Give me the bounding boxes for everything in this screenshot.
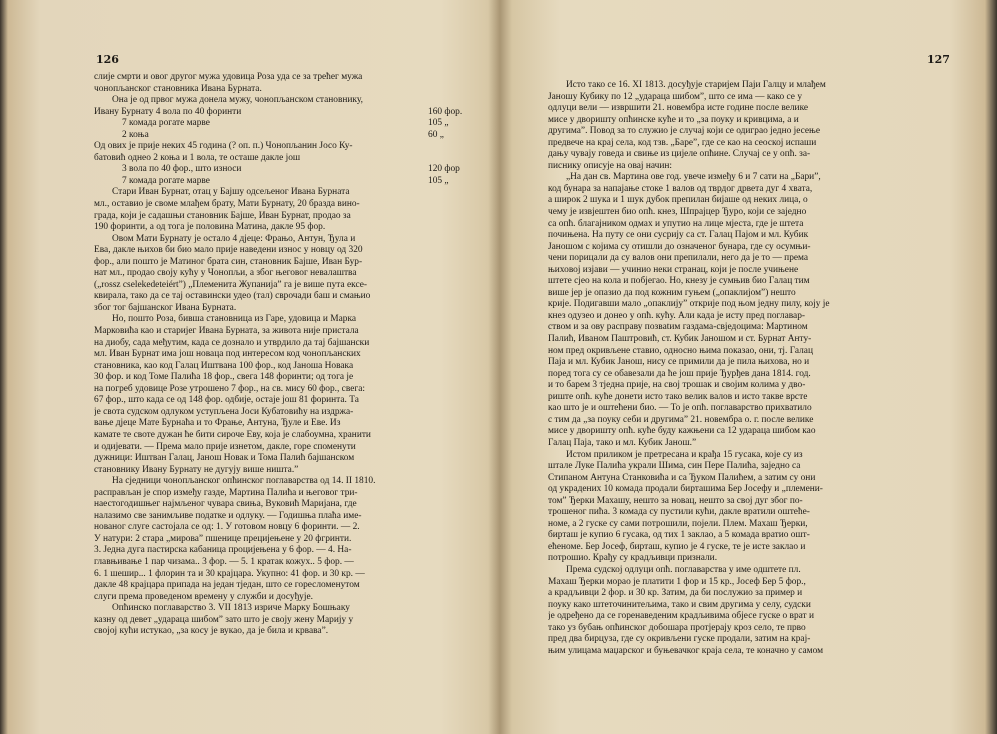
text-line: штете сјео на кола и побјегао. Но, кнезу је сумњив био Галац тим xyxy=(548,276,810,287)
text-line: због тог бајшанског Ивана Бурната. xyxy=(94,302,237,313)
text-line: Истом приликом је претресана и крађа 15 гусака, које су из xyxy=(566,449,803,460)
text-line: Јаношом с којима су отишли до означеног бунара, где су осумњи- xyxy=(548,241,811,252)
text-line: ећеноме. Бер Јосеф, бирташ, купио је 4 гуске, те је исте заклао и xyxy=(548,541,806,552)
text-line: 190 форинти, а од тога је половина Матина, дакле 95 фор. xyxy=(94,222,326,233)
text-line: Она је од првог мужа донела мужу, чонопљанском становнику, xyxy=(112,95,363,106)
text-line: 6. 1 шешир... 1 флорин та и 30 крајцара. Укупно: 41 фор. и 30 кр. — xyxy=(94,568,365,579)
text-line: номе, а 2 гуске су сами потрошили, појели. Плем. Махаш Ђерки, xyxy=(548,518,808,529)
ledger-amount: 120 фор xyxy=(428,164,460,175)
text-line: је свота судском одлуком уступљена Јоси Кубатовићу на издржа- xyxy=(94,406,354,417)
text-line: Од ових је прије некиx 45 година (? оп. п.) Чонопљанин Јосо Ку- xyxy=(94,141,353,152)
text-line: својој кући истукао, „за косу је вукао, да је била и крвава”. xyxy=(94,626,329,637)
text-line: кнез одузео и донео у опћ. кућу. Али када је исту пред поглавар- xyxy=(548,310,806,321)
text-line: слуги према проведеном времену у служби и досуђује. xyxy=(94,591,313,602)
text-line: становника, као код Галац Иштвана 100 фор., код Јаноша Новака xyxy=(94,360,354,371)
text-line: том” Ђерки Махашу, нешто за новац, нешто за свој дуг због по- xyxy=(548,495,803,506)
text-line: мл., оставио је своме млађем брату, Мати Бурнату, 20 бразда вино- xyxy=(94,199,360,210)
text-line: („rossz cselekedeteiért”) „Племенита Жупанија” га је више пута ексе- xyxy=(94,279,368,290)
text-line: као што је и оштећени био. — То је опћ. поглаварство прихватило xyxy=(548,403,812,414)
text-line: На сједници чонопљанског опћинског поглаварства од 14. II 1810. xyxy=(112,476,376,487)
text-line: потрошио. Крађу су крадљивци признали. xyxy=(548,553,718,564)
text-line: Галац Паја, тако и мл. Кубик Јанош.” xyxy=(548,437,697,448)
ledger-label: 7 комада рогате марве xyxy=(122,175,210,186)
text-line: У натури: 2 стара „мирова” пшенице прецијењене у 20 фгринти. xyxy=(94,533,352,544)
ledger-row xyxy=(94,164,470,176)
text-line: Махаш Ђерки морао је платити 1 фор и 15 кр., Јосеф Бер 5 фор., xyxy=(548,576,806,587)
text-line: Јаношу Кубику по 12 „ударацa шибом”, што се има — како се у xyxy=(548,91,803,102)
left-body xyxy=(94,187,470,637)
text-line: квирала, тако да се тај оставински удео (тал) сврочади баш и смањио xyxy=(94,291,371,302)
text-line: чени порицали да су валов они препилали, него да је то — према xyxy=(548,253,809,264)
text-line: и то барем 3 тједна прије, на свој трошак и својим колима у дво- xyxy=(548,380,806,391)
text-line: код бунара за напајање стоке 1 валов од тврдог дрвета дуг 4 хвата, xyxy=(548,183,813,194)
left-page-text xyxy=(94,72,470,638)
text-line: Ева, дакле њихов би био мало прије наведени износ у новцу од 320 xyxy=(94,245,363,256)
ledger-amount: 105 „ xyxy=(428,175,449,186)
text-line: дакле 48 крајцара припада на један тједан, што се горесломенутом xyxy=(94,580,360,591)
text-line: штале Луке Палића украли Шима, син Пере Палића, заједно са xyxy=(548,461,801,472)
page-number: 127 xyxy=(927,53,950,66)
text-line: Исто тако се 16. XI 1813. досуђује старијем Паји Галцу и млађем xyxy=(566,80,826,90)
text-line: Палић, Иваном Паштровић, ст. Кубик Јаношом и ст. Бурнат Анту- xyxy=(548,334,812,345)
text-line: батовић однео 2 коња и 1 вола, те осташе дакле још xyxy=(94,152,301,163)
text-line: дању чувају говеда и свиње из цијеле опћине. Случај се у опћ. за- xyxy=(548,149,811,160)
text-line: крије. Подигавши мало „опаклију” открије под њом једну пилу, коју је xyxy=(548,299,830,310)
ledger-amount: 105 „ xyxy=(428,118,449,129)
text-line: становнику Ивану Бурнату не дугују више ништа.” xyxy=(94,464,299,475)
text-line: Опћинско поглаварство 3. VII 1813 изриче Марку Бошњаку xyxy=(112,603,350,614)
text-line: с тим да „за поуку себи и другима” 21. новембра о. г. после велике xyxy=(548,414,814,425)
text-line: на диобу, сада међутим, када се дознало и утврдило да тај бајшански xyxy=(94,337,370,348)
text-line: фор., али пошто је Матиног брата син, становник Бајше, Иван Бур- xyxy=(94,256,363,267)
text-line: Но, пошто Роза, бивша становница из Гаре, удовица и Марка xyxy=(112,314,357,325)
text-line: нованог слуге састојала се од: 1. У готовом новцу 6 форинти. — 2. xyxy=(94,522,360,533)
ledger-label: Ивану Бурнату 4 вола по 40 форинти xyxy=(94,106,242,117)
text-line: тако уз бубањ опћинског добошара протјерају кроз село, те прво xyxy=(548,622,806,633)
ledger-row xyxy=(94,130,470,142)
text-line: више јер је опазио да под кожним гуњем („опаклијом”) нешто xyxy=(548,287,796,298)
text-line: ством и за ову расправу позвatим газдама-свједоцима: Мартином xyxy=(548,322,808,333)
page-number: 126 xyxy=(96,53,119,66)
text-line: почињена. На путу се они сусрију са ст. Галац Пајом и мл. Кубик xyxy=(548,230,809,241)
right-page xyxy=(499,0,997,734)
text-line: на погреб удовице Розе утрошено 7 фор., на св. мису 60 фор., свега: xyxy=(94,383,365,394)
text-line: ном пред окривљене ставио, односно њима показао, они, тј. Галац xyxy=(548,345,813,356)
ledger-row xyxy=(94,107,470,119)
text-line: а крадљивци 2 фор. и 30 кр. Затим, да би послужио за пример и xyxy=(548,588,803,599)
text-line: пред два бирцуза, где су окривљени гуске продали, затим на крај- xyxy=(548,634,811,645)
text-line: града, који је садашњи становник Бајше, Иван Бурнат, продао за xyxy=(94,210,351,221)
text-line: Према судској одлуци опћ. поглаварства у име одштете пл. xyxy=(566,564,801,575)
text-line: од украдених 10 комада продали бирташима Бер Јосефу и „племени- xyxy=(548,484,823,495)
text-line: наестогодишњег најмљеног чувара свиња, Вуковић Маријана, где xyxy=(94,499,357,510)
text-line: и одијевати. — Према мало прије изнетом, дакле, горе споменути xyxy=(94,441,356,452)
text-line: је одређено да се горенаведеним крадљивима објесе гуске о врат и xyxy=(548,611,815,622)
ledger-amount: 160 фор. xyxy=(428,106,463,117)
ledger-row xyxy=(94,118,470,130)
right-page-text xyxy=(548,80,946,657)
ledger-amount: 60 „ xyxy=(428,129,444,140)
text-line: Стари Иван Бурнат, отац у Бајшу одсељеног Ивана Бурната xyxy=(112,187,350,198)
text-line: бирташ је купио 6 гусака, од тих 1 заклао, а 5 комада вратио ошт- xyxy=(548,530,810,541)
text-line: мисе у дворишту опћинске куће и то „за поуку и кривцима, а и xyxy=(548,114,799,125)
text-line: мисе у дворишту опћ. куће буду кажњени са 12 ударацa шибом као xyxy=(548,426,816,437)
text-line: „На дан св. Мартина ове год. увече између 6 и 7 сати на „Бари”, xyxy=(566,172,821,183)
text-line: риште опћ. куће донети исто тако велик валов и исто такве врсте xyxy=(548,391,808,402)
left-page xyxy=(0,0,498,734)
ledger-row xyxy=(94,176,470,188)
text-line: 3. Једна дуга пастирска кабаница процијењена у 6 фор. — 4. На- xyxy=(94,545,352,556)
ledger-label: 3 вола по 40 фор., што износи xyxy=(122,164,242,175)
text-line: расправљан је спор између газде, Мартина Палића и његовог три- xyxy=(94,487,358,498)
text-line: Марковића као и старијег Ивана Бурната, за живота није пристала xyxy=(94,326,359,337)
text-line: вање дјеце Мате Бурнаћа и то Фрање, Антуна, Ђуле и Еве. Из xyxy=(94,418,341,429)
text-line: Паја и мл. Кубик Јанош, нису се примили да је пила њихова, но и xyxy=(548,357,810,368)
ledger-label: 7 комада рогате марве xyxy=(122,118,210,129)
text-line: мл. Иван Бурнат има још новаца под интересом код чонопљанских xyxy=(94,349,361,360)
text-line: слије смрти и овог другог мужа удовица Роза уда се за трећег мужа xyxy=(94,72,363,82)
text-line: поуку како штеточинитељима, тако и свим другима у селу, судски xyxy=(548,599,811,610)
text-line: са опћ. благајником одмах и упутио на лице мјеста, где је штета xyxy=(548,218,804,229)
text-line: њиховој изјави — учинио неки странац, који је после учињене xyxy=(548,264,799,275)
text-line: Овом Мати Бурнату је остало 4 дјеце: Фрањо, Антун, Ђула и xyxy=(112,233,356,244)
text-line: чонопљанског становника Ивана Бурната. xyxy=(94,83,262,94)
text-line: Стипаном Антуна Станковића и са Ђуком Палићем, а затим су они xyxy=(548,472,816,483)
text-line: 67 фор., што када се од 148 фор. одбије, остаје још 81 форинта. Та xyxy=(94,395,359,406)
text-line: главњивање 1 пар чизама.. 3 фор. — 5. 1 кратак кожух.. 5 фор. — xyxy=(94,556,354,567)
text-line: а широк 2 шука и 1 шук дубок препилан бијаше од неких лица, о xyxy=(548,195,808,206)
text-line: дужници: Иштван Галац, Јанош Новак и Тома Палић бајшанском xyxy=(94,453,355,464)
text-line: трошеног пића. 3 комада су пустили кући, дакле вратили оштеће- xyxy=(548,507,810,518)
text-line: њим улицама маџарског и буњевачког краја села, те коначно у самом xyxy=(548,645,824,656)
text-line: писнику описује на овај начин: xyxy=(548,160,673,171)
text-line: поред тога су се обавезали да ће још прије Ђурђев дана 1814. год. xyxy=(548,368,811,379)
text-line: одлуци вели — извршити 21. новембра исте године после велике xyxy=(548,103,809,114)
right-body xyxy=(548,80,946,657)
text-line: предвече на крај села, код тзв. „Баре”, где се као на сеоској испаши xyxy=(548,137,817,148)
text-line: камате те своте дужан ће бити сироче Еву, која је слабоумна, хранити xyxy=(94,429,371,440)
text-line: налазимо све занимљиве податке и одлуку. — Годишња плаћа име- xyxy=(94,510,362,521)
text-line: 30 фор. и код Томе Палића 18 фор., свега 148 форинти; од тога је xyxy=(94,372,354,383)
text-line: другима”. Повод за то служио је случај који се одиграо једно јесење xyxy=(548,126,820,137)
text-line: казну од девет „удараца шибом” зато што је своју жену Марију у xyxy=(94,614,354,625)
ledger-label: 2 коња xyxy=(122,129,149,140)
text-line: чему је извјештен био опћ. кнез, Шпрајцер Ђуро, који се заједно xyxy=(548,207,807,218)
text-line: нат мл., продао своју кућу у Чонопљи, а због његовог невалаштва xyxy=(94,268,357,279)
